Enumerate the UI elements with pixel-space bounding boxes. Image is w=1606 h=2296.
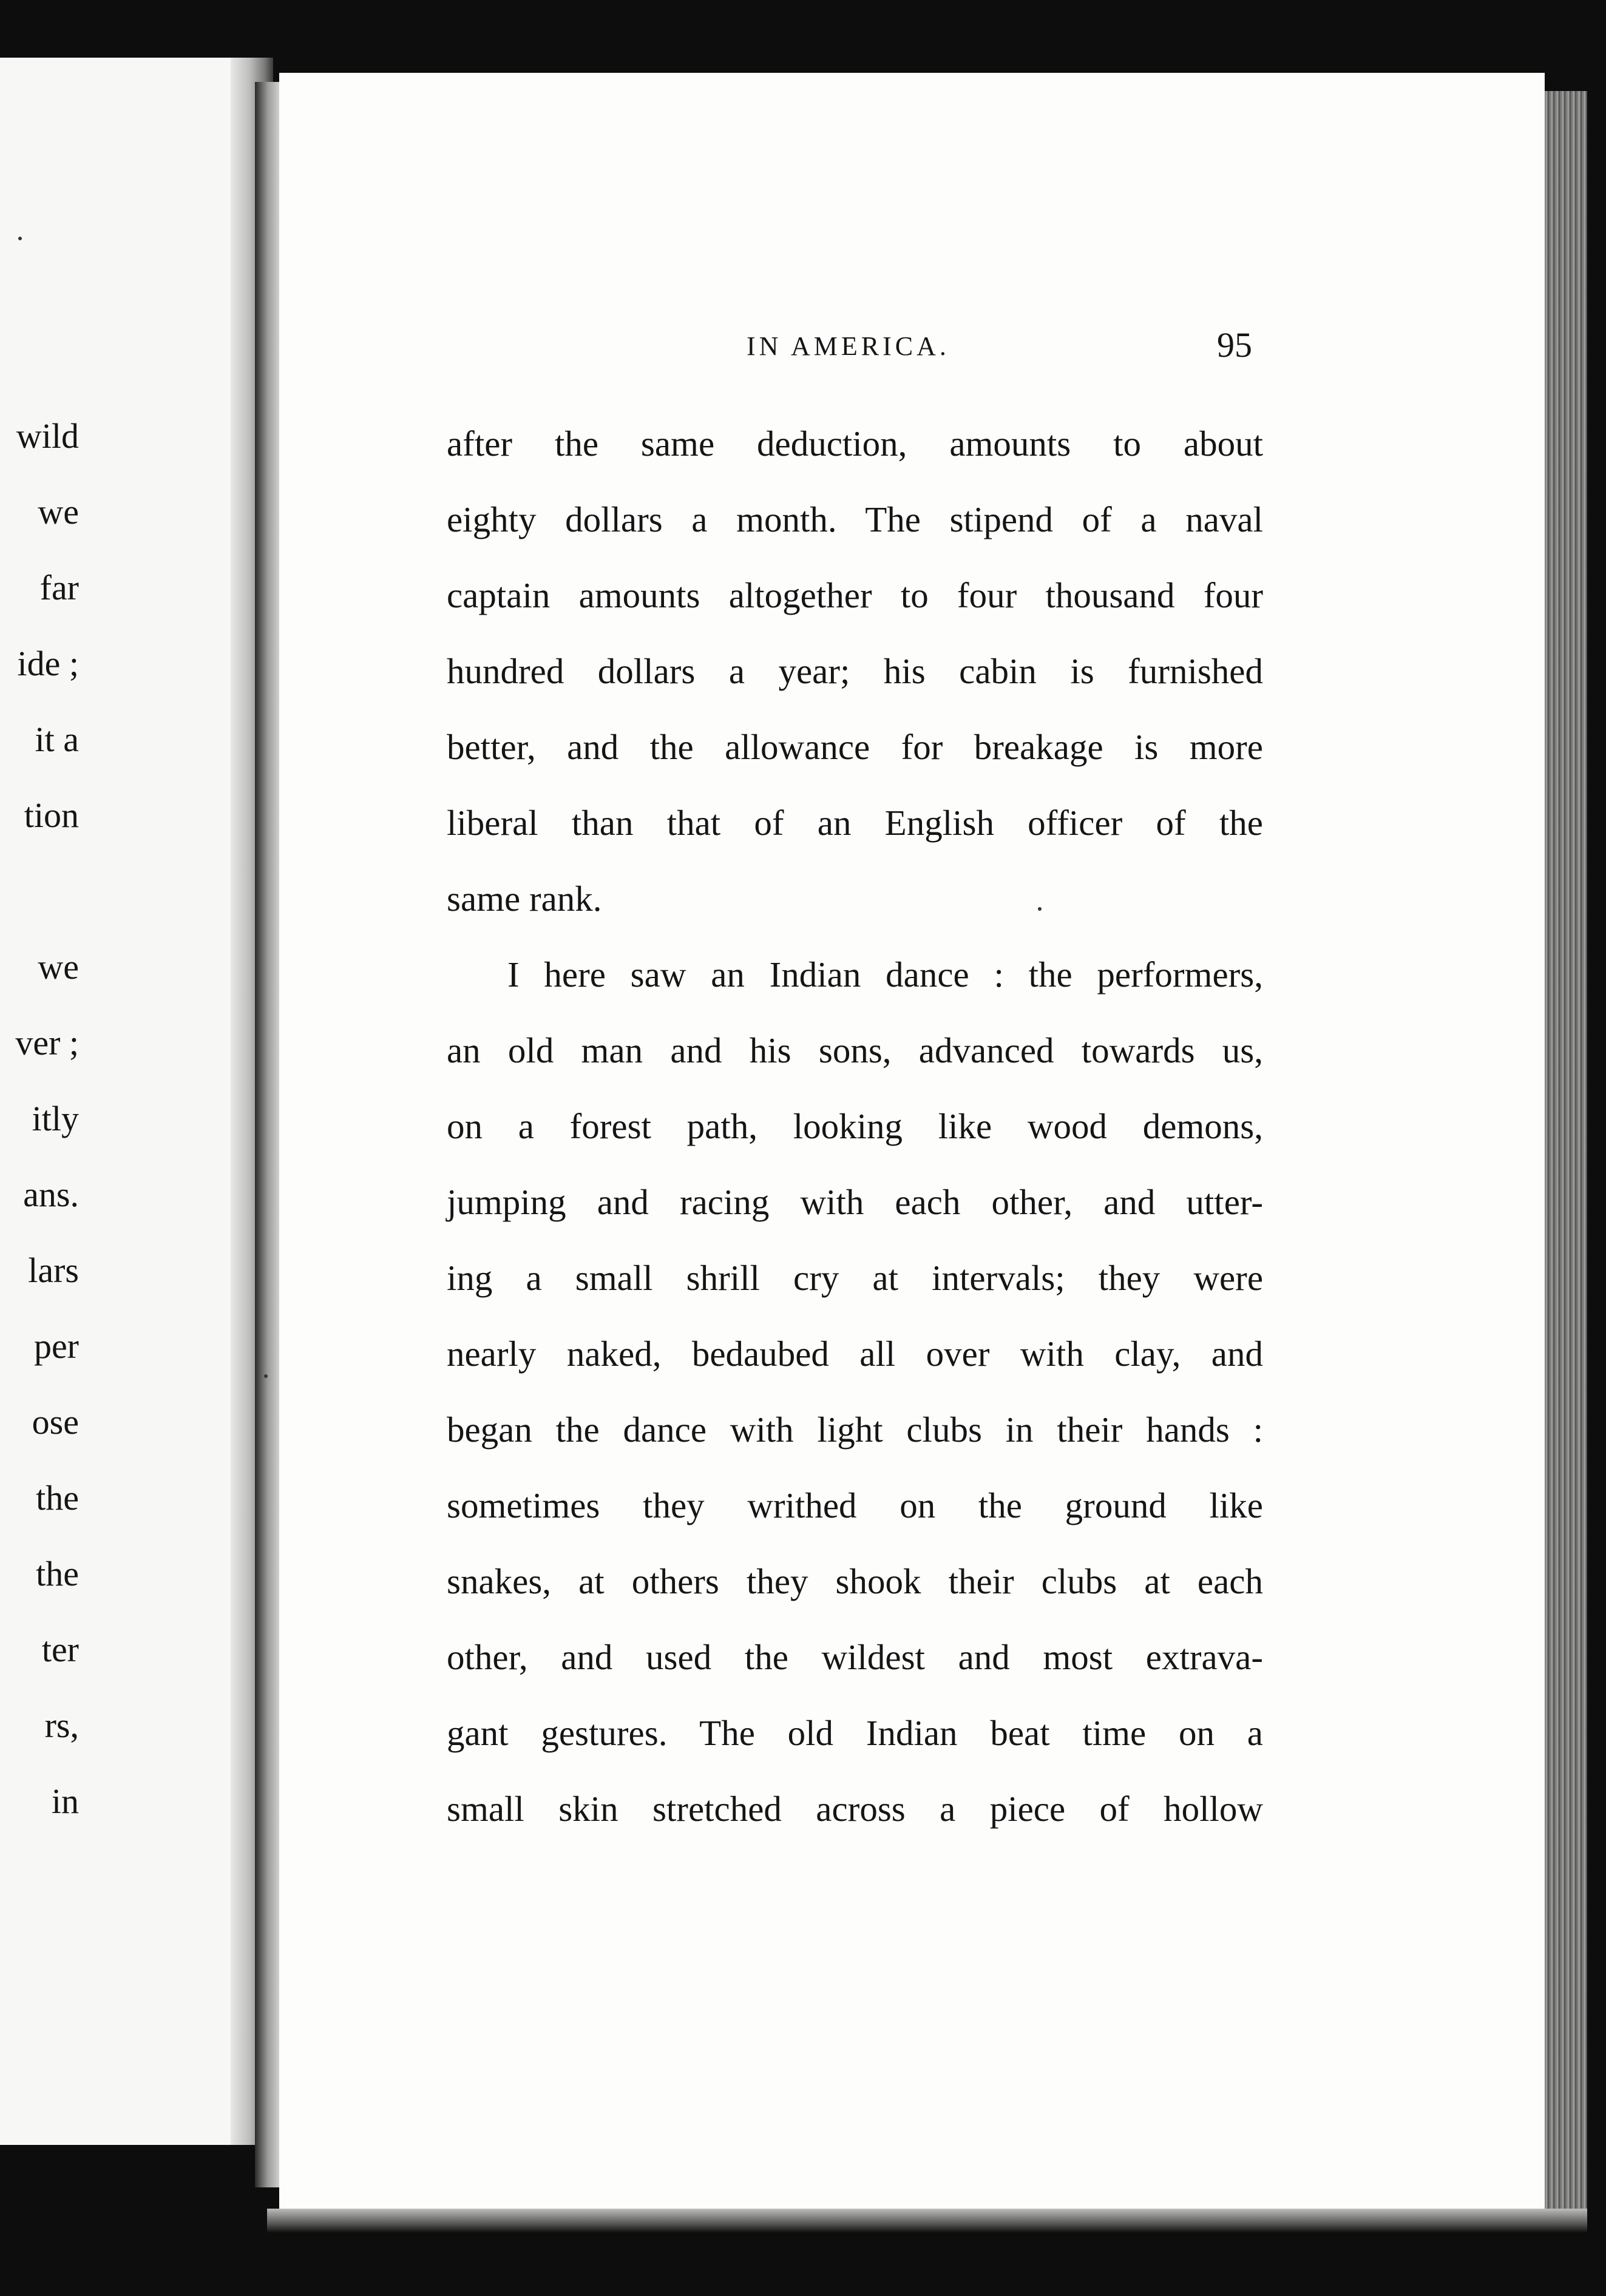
text-line: jumping and racing with each other, and utter- — [447, 1182, 1263, 1222]
print-speck — [18, 237, 22, 240]
left-fragment: per — [33, 1326, 79, 1366]
text-line: snakes, at others they shook their clubs at each — [447, 1561, 1263, 1601]
text-line: an old man and his sons, advanced towards us, — [447, 1030, 1263, 1070]
left-fragment: wild — [16, 416, 79, 456]
left-fragment: the — [36, 1554, 79, 1593]
text-line: sometimes they writhed on the ground like — [447, 1485, 1263, 1525]
left-fragment: it a — [35, 720, 79, 759]
left-fragment: we — [38, 947, 79, 987]
text-line: eighty dollars a month. The stipend of a naval — [447, 499, 1263, 539]
text-line: nearly naked, bedaubed all over with clay, and — [447, 1334, 1263, 1374]
text-line: ing a small shrill cry at intervals; they were — [447, 1258, 1263, 1298]
left-fragment: in — [51, 1781, 79, 1821]
left-fragment: ide ; — [17, 644, 79, 683]
left-fragment: tion — [24, 795, 79, 835]
left-fragment: ver ; — [15, 1023, 79, 1062]
left-fragment: we — [38, 492, 79, 532]
print-speck — [264, 1374, 268, 1378]
text-line: on a forest path, looking like wood demons, — [447, 1106, 1263, 1146]
text-line: liberal than that of an English officer of the — [447, 803, 1263, 843]
text-line: I here saw an Indian dance : the performers, — [507, 954, 1263, 994]
left-fragment: lars — [28, 1251, 79, 1290]
print-speck — [1038, 907, 1042, 911]
page-number: 95 — [1217, 325, 1252, 365]
text-line: captain amounts altogether to four thousand four — [447, 575, 1263, 615]
left-fragment: ter — [41, 1630, 79, 1669]
text-line: hundred dollars a year; his cabin is furnished — [447, 651, 1263, 691]
text-line: small skin stretched across a piece of hollow — [447, 1789, 1263, 1829]
left-fragment: rs, — [44, 1706, 79, 1745]
left-fragment: ans. — [23, 1175, 79, 1214]
left-fragment: ose — [32, 1402, 79, 1442]
text-line: other, and used the wildest and most extrava- — [447, 1637, 1263, 1677]
running-head: IN AMERICA. — [747, 331, 950, 361]
text-line: same rank. — [447, 879, 602, 919]
page-stack-edge — [1545, 91, 1587, 2227]
text-line: better, and the allowance for breakage is more — [447, 727, 1263, 767]
text-line: after the same deduction, amounts to about — [447, 424, 1263, 464]
page-bottom-edge — [267, 2209, 1587, 2233]
left-fragment: far — [39, 568, 79, 607]
text-line: gant gestures. The old Indian beat time on a — [447, 1713, 1263, 1753]
left-fragment: itly — [32, 1099, 79, 1138]
left-fragment: the — [36, 1478, 79, 1518]
text-line: began the dance with light clubs in their hands : — [447, 1410, 1263, 1450]
